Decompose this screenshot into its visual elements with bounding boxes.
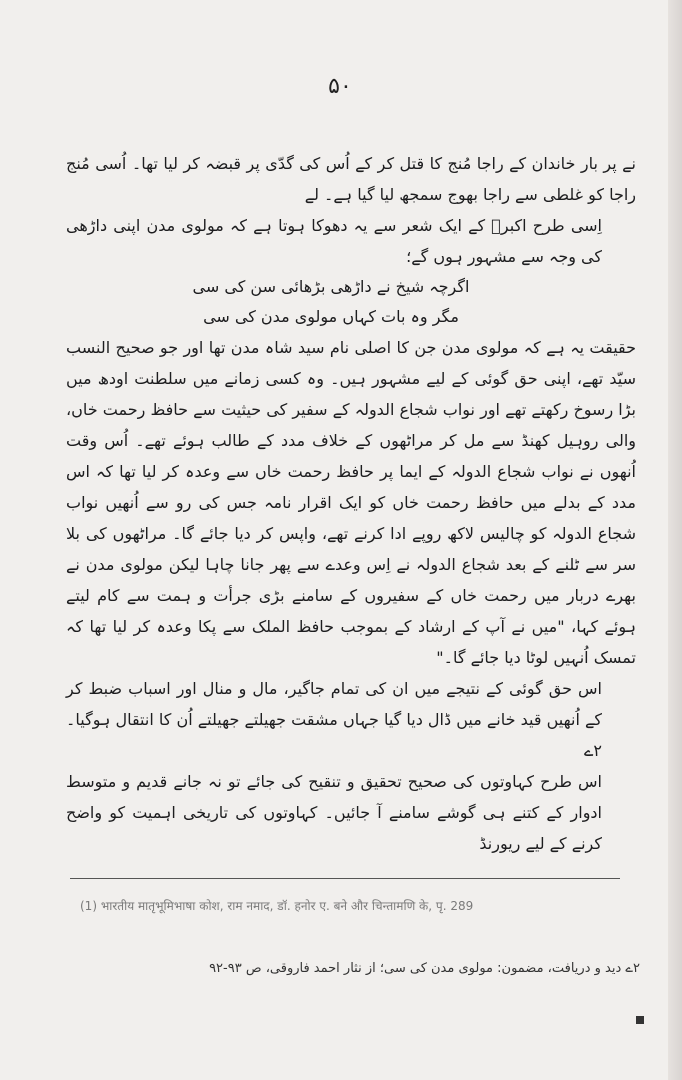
main-text <box>66 148 636 859</box>
corner-mark <box>636 1016 644 1024</box>
verse-line-1: اگرچہ شیخ نے داڑھی بڑھائی سن کی سی <box>192 277 470 296</box>
paragraph-4: اس حق گوئی کے نتیجے میں ان کی تمام جاگیر، مال و منال اور اسباب ضبط کر کے اُنھیں قید خانے میں ڈال دیا گیا جہاں مشقت جھیلتے جھیلتے اُن کا انتقال ہوگیا۔ ٢ے <box>66 679 602 760</box>
footnote-hindi: (1) भारतीय मातृभूमिभाषा कोश, राम नमाद, डॉ. हनोर ए. बने और चिन्तामणि के, पृ. 289 <box>80 899 474 913</box>
paragraph-1: نے پر بار خاندان کے راجا مُنج کا قتل کر کے اُس کی گدّی پر قبضہ کر لیا تھا۔ اُسی مُنج راجا کو غلطی سے راجا بھوج سمجھ لیا گیا ہے۔ لے <box>66 154 636 204</box>
footnote-divider <box>70 878 620 879</box>
paragraph-3: حقیقت یہ ہے کہ مولوی مدن جن کا اصلی نام سید شاہ مدن تھا اور جو صحیح النسب سیّد تھے، اپنی حق گوئی کے لیے مشہور ہیں۔ وہ کسی زمانے میں سلطنت اودھ میں بڑا رسوخ رکھتے تھے اور نواب شجاع الدولہ کے سفیر کی حیثیت سے حافظ رحمت خاں، والی روہیل کھنڈ سے مل کر مراٹھوں کے خلاف مدد کے طالب ہوئے تھے۔ اُس وقت اُنھوں نے نواب شجاع الدولہ کے ایما پر حافظ رحمت خاں سے وعدہ کر لیا تھا کہ اس مدد کے بدلے میں حافظ رحمت خاں کو ایک اقرار نامہ جس کی رو سے اُنھیں نواب شجاع الدولہ کو چالیس لاکھ روپے ادا کرنے تھے، واپس کر دیا جائے گا۔ مراٹھوں کی بلا سر سے ٹلنے کے بعد شجاع الدولہ نے اِس وعدے سے پھر جانا چاہا لیکن مولوی مدن نے بھرے دربار میں رحمت خاں کے سفیروں کے سامنے بڑی جرأت و ہمت سے کام لیتے ہوئے کہا، "میں نے آپ کے ارشاد کے بموجب حافظ الملک سے پکا وعدہ کر لیا تھا کہ تمسک اُنہیں لوٹا دیا جائے گا۔" <box>66 338 636 667</box>
footnote-urdu: ٢ے دید و دریافت، مضمون: مولوی مدن کی سی؛ از نثار احمد فاروقی، ص ۹۳-۹۲ <box>209 961 640 976</box>
page-number: ۵۰ <box>328 74 352 99</box>
paragraph-2: اِسی طرح اکبرؔ کے ایک شعر سے یہ دھوکا ہوتا ہے کہ مولوی مدن اپنی داڑھی کی وجہ سے مشہور ہوں گے؛ <box>66 216 602 266</box>
page-edge <box>668 0 682 1080</box>
verse-line-2: مگر وہ بات کہاں مولوی مدن کی سی <box>203 307 459 326</box>
paragraph-5: اس طرح کہاوتوں کی صحیح تحقیق و تنقیح کی جائے تو نہ جانے قدیم و متوسط ادوار کے کتنے ہی گوشے سامنے آ جائیں۔ کہاوتوں کی تاریخی اہمیت کو واضح کرنے کے لیے ریورنڈ <box>66 772 602 853</box>
